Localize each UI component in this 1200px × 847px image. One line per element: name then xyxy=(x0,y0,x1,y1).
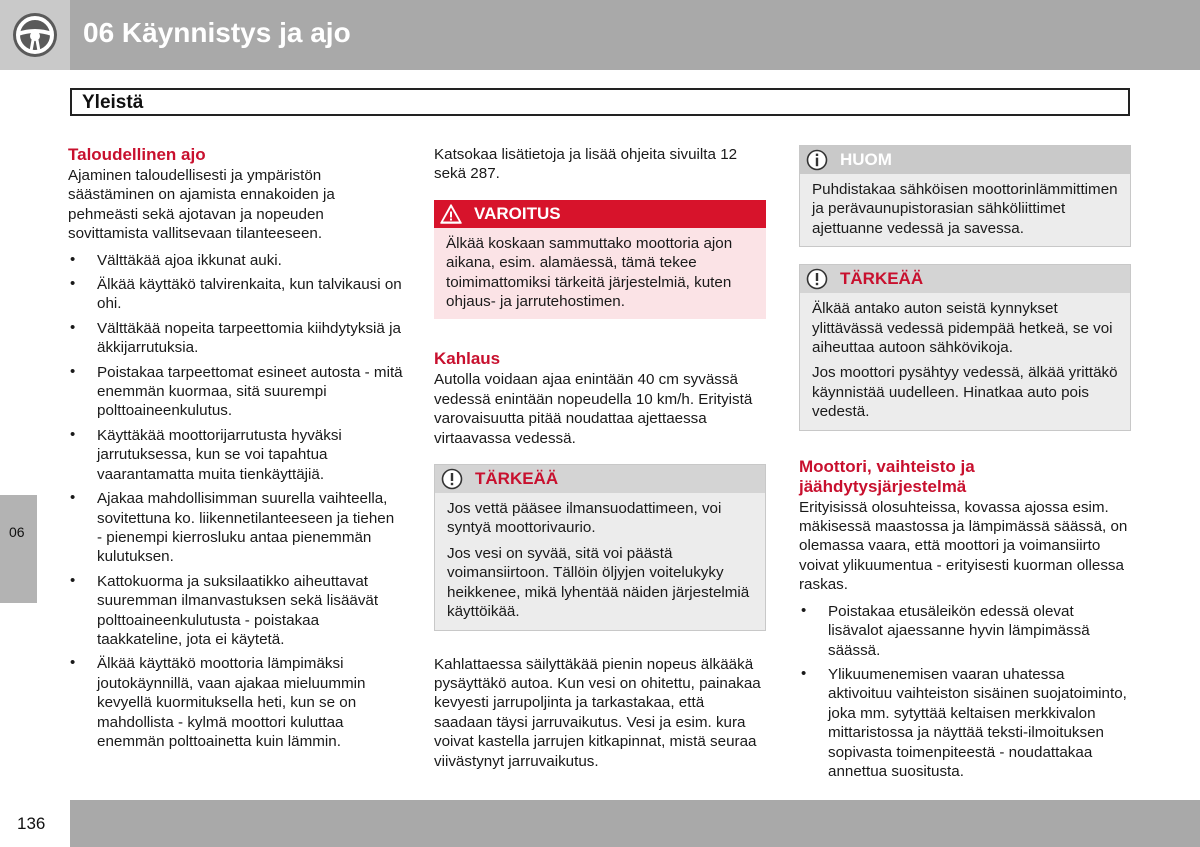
important-body xyxy=(800,293,1130,429)
warning-label: VAROITUS xyxy=(474,203,561,223)
paragraph: Kahlattaessa säilyttäkää pienin nopeus älkääkä pysäyttäkö autoa. Kun vesi on ohitettu, painakaa kevyesti jarrupoljinta ja tarkastakaa, että saadaan täysi jarruvaikutus. Vesi ja esim. kura voivat kastella jarrujen kitkapinnat, mistä seuraa viivästynyt jarruvaikutus. xyxy=(434,655,761,770)
list-item: • Älkää käyttäkö talvirenkaita, kun talvikausi on ohi. xyxy=(70,275,402,313)
warning-triangle-icon xyxy=(440,203,462,225)
side-tab-label: 06 xyxy=(9,524,25,540)
info-icon xyxy=(806,149,828,171)
bullet-icon: • xyxy=(70,318,76,336)
column-2 xyxy=(434,145,766,771)
steering-wheel-icon xyxy=(12,12,58,58)
exclamation-circle-icon xyxy=(806,268,828,290)
important-box xyxy=(799,264,1131,430)
heading-wading: Kahlaus xyxy=(434,349,501,369)
section-title: Yleistä xyxy=(82,92,144,113)
bullet-icon: • xyxy=(70,425,76,443)
important-body xyxy=(435,493,765,629)
bullet-icon: • xyxy=(70,275,76,293)
bullet-icon: • xyxy=(70,571,76,589)
note-label: HUOM xyxy=(840,150,892,169)
paragraph: Autolla voidaan ajaa enintään 40 cm syvässä vedessä enintään nopeudella 10 km/h. Erityistä varovaisuutta pitää noudattaa ajettaessa virtaavassa vedessä. xyxy=(434,371,753,447)
paragraph: Ajaminen taloudellisesti ja ympäristön säästäminen on ajamista ennakoiden ja pehmeästi sekä ajotavan ja nopeuden sovittamista vallitsevaan tilanteeseen. xyxy=(68,167,335,243)
list-item: • Poistakaa tarpeettomat esineet autosta - mitä enemmän kuormaa, sitä suurempi polttoaineenkulutus. xyxy=(70,362,403,420)
important-text: Jos moottori pysähtyy vedessä, älkää yrittäkö käynnistää uudelleen. Hinatkaa auto pois vedestä. xyxy=(812,364,1118,421)
important-text: Jos vettä pääsee ilmansuodattimeen, voi syntyä moottorivaurio. xyxy=(447,500,722,537)
chapter-icon-box xyxy=(0,0,70,70)
list-item: • Poistakaa etusäleikön edessä olevat lisävalot ajaessanne hyvin lämpimässä säässä. xyxy=(801,601,1090,659)
list-item: • Välttäkää nopeita tarpeettomia kiihdytyksiä ja äkkijarrutuksia. xyxy=(70,318,401,357)
column-1 xyxy=(68,145,403,751)
list-item: • Kattokuorma ja suksilaatikko aiheuttavat suuremman ilmanvastuksen sekä lisäävät polttoaineenkulutusta - poistakaa taakkateline, jota ei käytetä. xyxy=(70,571,379,648)
list-item: • Ylikuumenemisen vaaran uhatessa aktivoituu vaihteiston sisäinen suojatoiminto, joka mm. sytyttää keltaisen merkkivalon mittaristossa ja näyttää teksti-ilmoituksen sopivasta toimenpiteestä - noudattakaa annettua suositusta. xyxy=(801,664,1127,780)
important-label: TÄRKEÄÄ xyxy=(840,269,924,289)
note-box-header xyxy=(800,146,1130,174)
important-text: Jos vesi on syvää, sitä voi päästä voimansiirtoon. Tällöin öljyjen voitelukyky heikkenee, mikä lyhentää näiden järjestelmiä käyttöikää. xyxy=(447,544,750,621)
paragraph: Erityisissä olosuhteissa, kovassa ajossa esim. mäkisessä maastossa ja lämpimässä säässä, on olemassa vaara, että moottori ja voimansiirto voivat ylikuumentua - erityisesti kuorman ollessa raskas. xyxy=(799,498,1128,594)
list-item: • Käyttäkää moottorijarrutusta hyväksi jarrutuksessa, kun se voi tapahtua vaarantamatta muita tienkäyttäjiä. xyxy=(70,425,342,483)
bullet-icon: • xyxy=(70,654,76,672)
important-box-header xyxy=(800,265,1130,293)
chapter-title: 06 Käynnistys ja ajo xyxy=(83,17,351,48)
warning-text: Älkää koskaan sammuttako moottoria ajon aikana, esim. alamäessä, tämä tekee toimimattomiksi tärkeitä järjestelmiä, kuten ohjaus- ja jarrutehostimen. xyxy=(446,234,733,311)
exclamation-circle-icon xyxy=(441,468,463,490)
important-text: Älkää antako auton seistä kynnykset ylittävässä vedessä pidempää hetkeä, se voi aiheuttaa autoon sähkövikoja. xyxy=(812,300,1113,357)
bullet-icon: • xyxy=(801,601,807,619)
paragraph: Katsokaa lisätietoja ja lisää ohjeita sivuilta 12 sekä 287. xyxy=(434,146,738,183)
note-text: Puhdistakaa sähköisen moottorinlämmittimen ja perävaunupistorasian sähköliittimet ajettuanne vedessä ja savessa. xyxy=(812,181,1118,237)
important-box-header xyxy=(435,465,765,493)
footer-bar xyxy=(70,800,1200,847)
section-bar xyxy=(70,88,1130,116)
heading-engine-transmission-cooling: Moottori, vaihteisto ja jäähdytysjärjestelmä xyxy=(799,456,975,496)
column-3 xyxy=(799,145,1131,781)
list-item: • Välttäkää ajoa ikkunat auki. xyxy=(70,250,282,269)
bullet-list xyxy=(68,251,403,752)
bullet-list xyxy=(799,602,1131,782)
bullet-icon: • xyxy=(70,489,76,507)
chapter-header xyxy=(0,0,1200,70)
important-box xyxy=(434,464,766,630)
note-body xyxy=(800,174,1130,246)
bullet-icon: • xyxy=(70,250,76,268)
side-chapter-tab xyxy=(0,495,37,603)
important-label: TÄRKEÄÄ xyxy=(475,469,559,489)
warning-box xyxy=(434,200,766,320)
page-number: 136 xyxy=(17,814,46,833)
warning-body xyxy=(434,228,766,320)
warning-box-header xyxy=(434,200,766,228)
list-item: • Älkää käyttäkö moottoria lämpimäksi joutokäynnillä, vaan ajakaa mieluummin kevyellä kuormituksella heti, kun se on mahdollista - kylmä moottori kuluttaa enemmän polttoainetta kuin lämmin. xyxy=(70,654,366,750)
bullet-icon: • xyxy=(801,664,807,682)
list-item: • Ajakaa mahdollisimman suurella vaihteella, sovitettuna ko. liikennetilanteeseen ja tiehen - pienempi kierrosluku antaa pienemmän kulutuksen. xyxy=(70,489,395,566)
note-box xyxy=(799,145,1131,247)
bullet-icon: • xyxy=(70,362,76,380)
heading-economical-driving: Taloudellinen ajo xyxy=(68,145,206,164)
